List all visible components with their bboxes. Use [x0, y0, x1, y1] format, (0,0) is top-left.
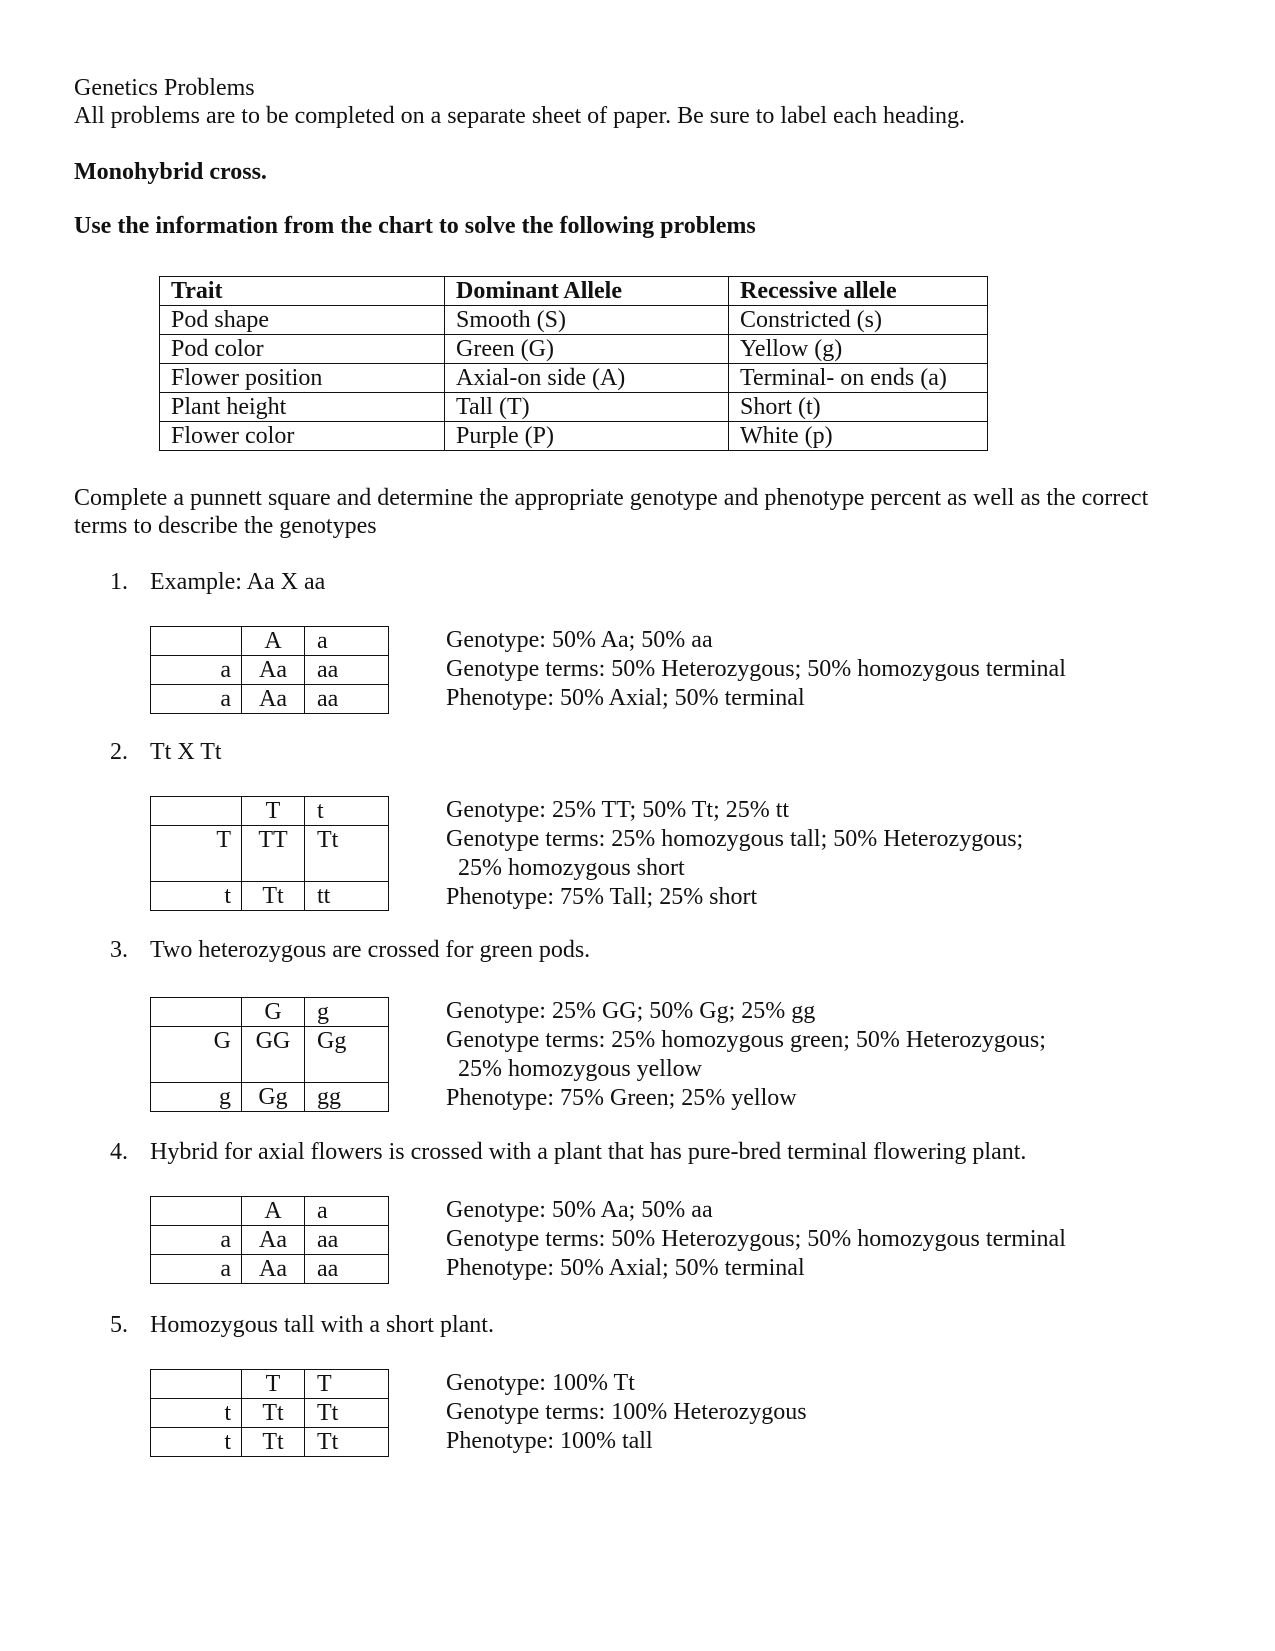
punnett-row — [151, 1226, 389, 1255]
problem-number: 1. — [110, 569, 128, 595]
punnett-cell: Tt — [305, 1399, 389, 1428]
table-cell: Flower position — [160, 364, 445, 393]
problem-2-label — [110, 738, 222, 766]
table-cell: Yellow (g) — [729, 335, 988, 364]
section-title: Monohybrid cross. — [74, 159, 267, 185]
punnett-cell: Tt — [242, 1428, 305, 1457]
punnett-row — [151, 797, 389, 826]
punnett-row — [151, 627, 389, 656]
punnett-row — [151, 998, 389, 1027]
problem-4-label — [110, 1138, 1026, 1166]
problem-number: 2. — [110, 739, 128, 765]
results-3 — [446, 997, 1046, 1113]
table-cell: Flower color — [160, 422, 445, 451]
problem-text: Hybrid for axial flowers is crossed with a plant that has pure-bred terminal flowering plant. — [150, 1139, 1027, 1165]
punnett-top-allele: T — [242, 1370, 305, 1399]
punnett-cell: aa — [305, 685, 389, 714]
punnett-top-allele: G — [242, 998, 305, 1027]
genotype-terms-line: Genotype terms: 50% Heterozygous; 50% homozygous terminal — [446, 656, 1066, 682]
table-cell: Constricted (s) — [729, 306, 988, 335]
punnett-top-allele: t — [305, 797, 389, 826]
phenotype-line: Phenotype: 50% Axial; 50% terminal — [446, 1255, 805, 1281]
chart-intro: Use the information from the chart to solve the following problems — [74, 213, 756, 239]
punnett-top-allele: T — [242, 797, 305, 826]
genotype-line: Genotype: 25% TT; 50% Tt; 25% tt — [446, 797, 790, 823]
punnett-top-allele: A — [242, 627, 305, 656]
punnett-side-allele: g — [151, 1083, 242, 1112]
header-cell: Trait — [160, 277, 445, 306]
punnett-cell: Aa — [242, 1255, 305, 1284]
punnett-row — [151, 656, 389, 685]
genotype-terms-line: Genotype terms: 100% Heterozygous — [446, 1399, 807, 1425]
punnett-cell: aa — [305, 1255, 389, 1284]
results-1 — [446, 626, 1066, 713]
punnett-cell: Gg — [305, 1027, 389, 1083]
punnett-row — [151, 1083, 389, 1112]
punnett-side-allele: G — [151, 1027, 242, 1083]
punnett-square-5 — [150, 1369, 389, 1457]
punnett-row — [151, 1027, 389, 1083]
punnett-corner — [151, 797, 242, 826]
punnett-cell: Aa — [242, 1226, 305, 1255]
table-cell: Terminal- on ends (a) — [729, 364, 988, 393]
punnett-top-allele: g — [305, 998, 389, 1027]
phenotype-line: Phenotype: 75% Green; 25% yellow — [446, 1085, 797, 1111]
trait-table-header — [160, 277, 988, 306]
table-row — [160, 364, 988, 393]
results-5 — [446, 1369, 807, 1456]
table-cell: Pod shape — [160, 306, 445, 335]
punnett-cell: tt — [305, 882, 389, 911]
directions-line-2: terms to describe the genotypes — [74, 513, 377, 539]
punnett-row — [151, 685, 389, 714]
problem-text: Two heterozygous are crossed for green pods. — [150, 937, 591, 963]
punnett-row — [151, 1255, 389, 1284]
genotype-terms-line: Genotype terms: 25% homozygous green; 50% Heterozygous; — [446, 1027, 1046, 1053]
punnett-square-4 — [150, 1196, 389, 1284]
problem-1-label — [110, 568, 325, 596]
punnett-cell: Tt — [242, 882, 305, 911]
page-title: Genetics Problems — [74, 75, 255, 101]
punnett-row — [151, 826, 389, 882]
directions-line-1: Complete a punnett square and determine the appropriate genotype and phenotype percent as well as the correct — [74, 485, 1149, 511]
punnett-row — [151, 882, 389, 911]
genotype-line: Genotype: 50% Aa; 50% aa — [446, 1197, 713, 1223]
punnett-cell: Tt — [305, 1428, 389, 1457]
punnett-side-allele: T — [151, 826, 242, 882]
punnett-cell: Tt — [242, 1399, 305, 1428]
punnett-top-allele: T — [305, 1370, 389, 1399]
phenotype-line: Phenotype: 50% Axial; 50% terminal — [446, 685, 805, 711]
punnett-side-allele: t — [151, 1428, 242, 1457]
punnett-side-allele: a — [151, 1226, 242, 1255]
punnett-cell: TT — [242, 826, 305, 882]
phenotype-line: Phenotype: 100% tall — [446, 1428, 653, 1454]
punnett-cell: aa — [305, 656, 389, 685]
punnett-corner — [151, 627, 242, 656]
punnett-cell: GG — [242, 1027, 305, 1083]
problem-number: 5. — [110, 1312, 128, 1338]
header-cell: Dominant Allele — [445, 277, 729, 306]
header-cell: Recessive allele — [729, 277, 988, 306]
punnett-row — [151, 1370, 389, 1399]
punnett-cell: Gg — [242, 1083, 305, 1112]
trait-table — [159, 276, 988, 451]
table-row — [160, 393, 988, 422]
genotype-line: Genotype: 100% Tt — [446, 1370, 635, 1396]
punnett-row — [151, 1197, 389, 1226]
punnett-top-allele: A — [242, 1197, 305, 1226]
punnett-top-allele: a — [305, 1197, 389, 1226]
genotype-terms-continued: 25% homozygous short — [458, 855, 685, 881]
genotype-line: Genotype: 50% Aa; 50% aa — [446, 627, 713, 653]
problem-text: Homozygous tall with a short plant. — [150, 1312, 494, 1338]
genotype-terms-continued: 25% homozygous yellow — [458, 1056, 702, 1082]
table-cell: Axial-on side (A) — [445, 364, 729, 393]
genotype-line: Genotype: 25% GG; 50% Gg; 25% gg — [446, 998, 816, 1024]
table-cell: Green (G) — [445, 335, 729, 364]
punnett-side-allele: t — [151, 1399, 242, 1428]
punnett-square-2 — [150, 796, 389, 911]
table-cell: Plant height — [160, 393, 445, 422]
punnett-row — [151, 1399, 389, 1428]
punnett-cell: Tt — [305, 826, 389, 882]
punnett-side-allele: a — [151, 656, 242, 685]
punnett-corner — [151, 998, 242, 1027]
results-2 — [446, 796, 1023, 912]
punnett-cell: gg — [305, 1083, 389, 1112]
table-cell: Short (t) — [729, 393, 988, 422]
problem-5-label — [110, 1311, 494, 1339]
genotype-terms-line: Genotype terms: 50% Heterozygous; 50% homozygous terminal — [446, 1226, 1066, 1252]
punnett-row — [151, 1428, 389, 1457]
problem-text: Tt X Tt — [150, 739, 222, 765]
table-cell: Purple (P) — [445, 422, 729, 451]
problem-text: Example: Aa X aa — [150, 569, 326, 595]
table-row — [160, 335, 988, 364]
table-cell: Pod color — [160, 335, 445, 364]
punnett-cell: Aa — [242, 685, 305, 714]
genotype-terms-line: Genotype terms: 25% homozygous tall; 50% Heterozygous; — [446, 826, 1024, 852]
results-4 — [446, 1196, 1066, 1283]
punnett-square-3 — [150, 997, 389, 1112]
table-cell: Smooth (S) — [445, 306, 729, 335]
instructions: All problems are to be completed on a separate sheet of paper. Be sure to label each heading. — [74, 103, 965, 129]
problem-number: 3. — [110, 937, 128, 963]
punnett-cell: aa — [305, 1226, 389, 1255]
punnett-side-allele: a — [151, 1255, 242, 1284]
phenotype-line: Phenotype: 75% Tall; 25% short — [446, 884, 758, 910]
punnett-corner — [151, 1197, 242, 1226]
table-cell: Tall (T) — [445, 393, 729, 422]
punnett-square-1 — [150, 626, 389, 714]
punnett-top-allele: a — [305, 627, 389, 656]
problem-number: 4. — [110, 1139, 128, 1165]
table-cell: White (p) — [729, 422, 988, 451]
punnett-side-allele: a — [151, 685, 242, 714]
punnett-corner — [151, 1370, 242, 1399]
table-row — [160, 422, 988, 451]
problem-3-label — [110, 936, 590, 964]
punnett-cell: Aa — [242, 656, 305, 685]
table-row — [160, 306, 988, 335]
punnett-side-allele: t — [151, 882, 242, 911]
